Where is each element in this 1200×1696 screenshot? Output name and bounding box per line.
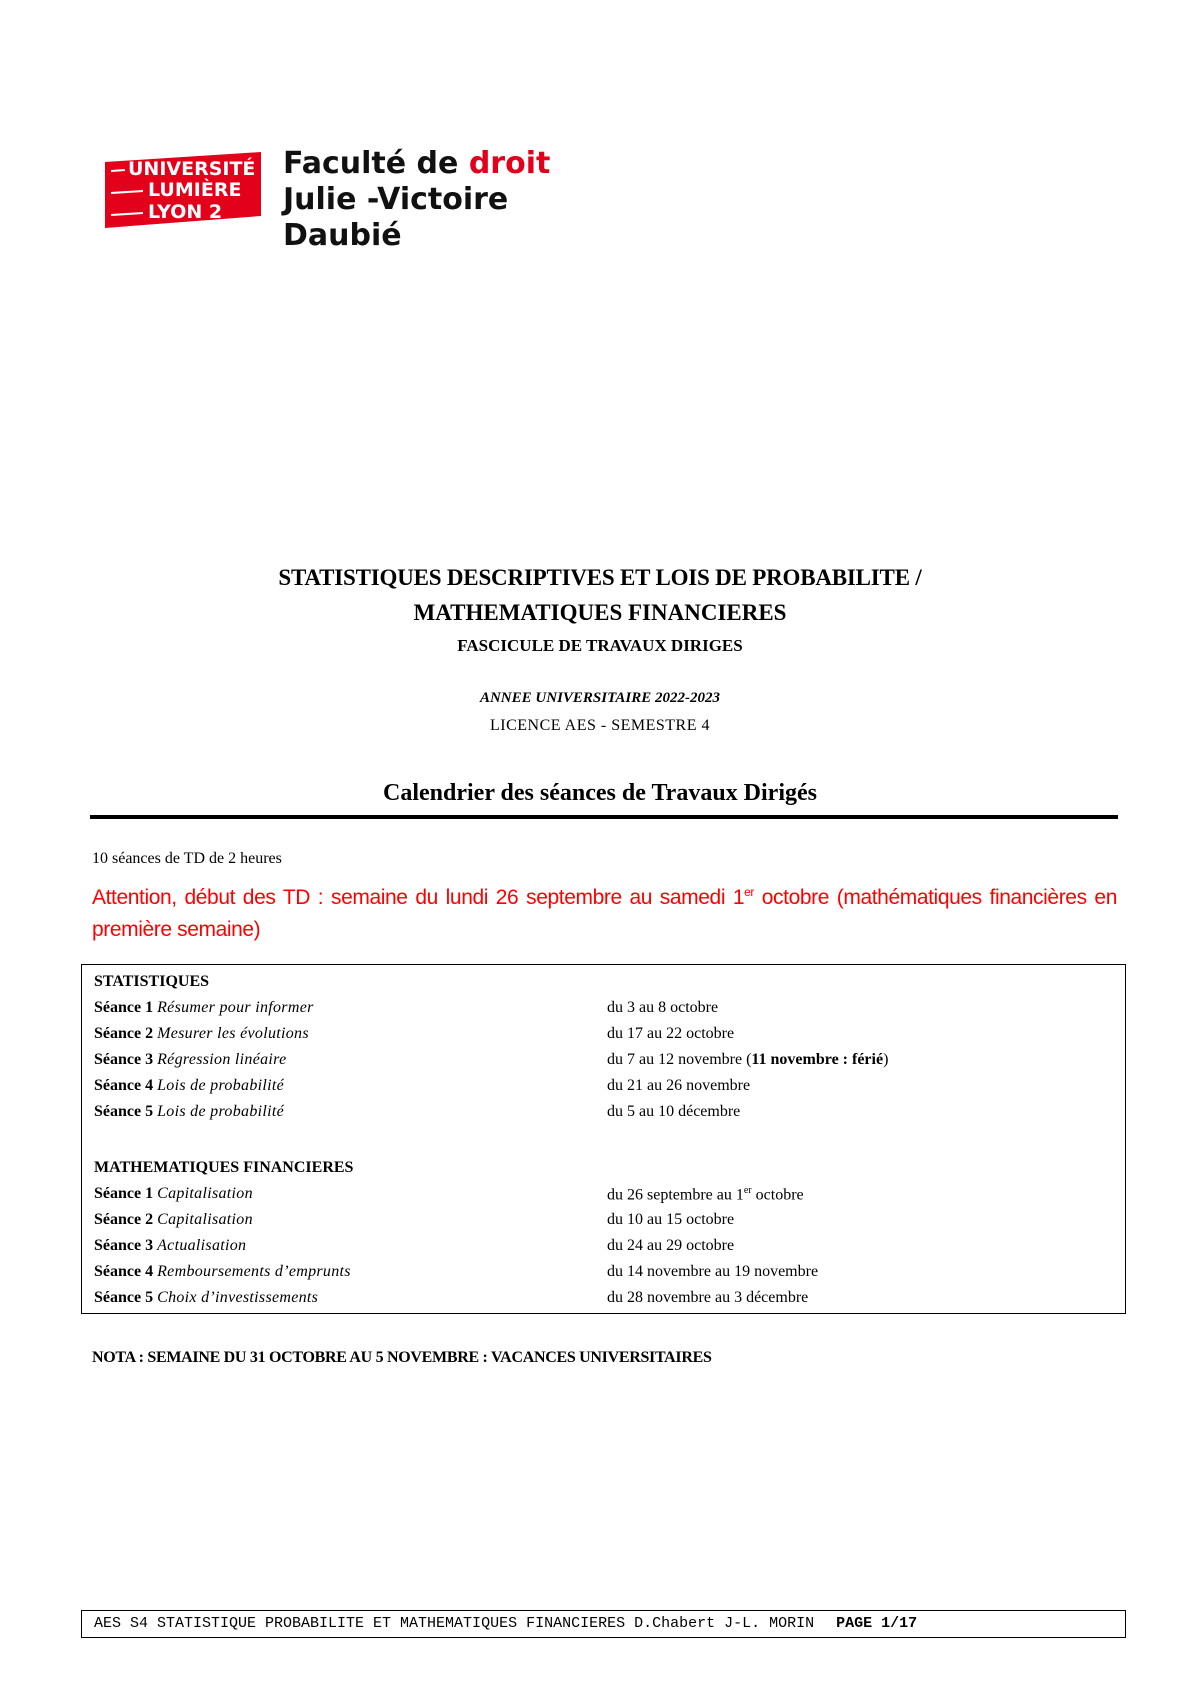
session-topic: Remboursements d’emprunts xyxy=(157,1263,351,1280)
finance-session-4 xyxy=(94,1263,1114,1289)
session-topic: Capitalisation xyxy=(157,1185,253,1202)
session-dates xyxy=(607,1051,888,1069)
title-line1: STATISTIQUES DESCRIPTIVES ET LOIS DE PROBABILITE / xyxy=(278,565,922,590)
session-topic: Lois de probabilité xyxy=(157,1077,284,1094)
stats-session-1 xyxy=(94,999,1114,1025)
logo-text-universite: UNIVERSITÉ xyxy=(128,158,256,180)
finance-session-2 xyxy=(94,1211,1114,1237)
warning-text-a: Attention, début des TD : semaine du lundi 26 septembre au samedi 1 xyxy=(92,886,745,909)
logo-text-lyon: LYON 2 xyxy=(148,201,223,223)
session-dates: du 5 au 10 décembre xyxy=(607,1103,741,1120)
session-dates-end: ) xyxy=(883,1051,889,1068)
stats-heading: STATISTIQUES xyxy=(94,973,210,990)
session-dates: du 3 au 8 octobre xyxy=(607,999,719,1016)
session-dates-sup: er xyxy=(743,1185,752,1196)
session-label: Séance 1 xyxy=(94,1185,154,1202)
footer-text: AES S4 STATISTIQUE PROBABILITE ET MATHEMATIQUES FINANCIERES D.Chabert J-L. MORIN xyxy=(94,1615,815,1632)
session-label: Séance 2 xyxy=(94,1211,154,1228)
stats-session-2 xyxy=(94,1025,1114,1051)
session-topic: Lois de probabilité xyxy=(157,1103,284,1120)
session-label: Séance 1 xyxy=(94,999,154,1016)
page-number: PAGE 1/17 xyxy=(836,1615,918,1632)
stats-session-3 xyxy=(94,1051,1114,1077)
session-dates: du 14 novembre au 19 novembre xyxy=(607,1263,819,1280)
warning-text xyxy=(92,876,1117,946)
session-label: Séance 5 xyxy=(94,1103,154,1120)
program: LICENCE AES - SEMESTRE 4 xyxy=(489,717,710,734)
session-label: Séance 2 xyxy=(94,1025,154,1042)
session-topic: Résumer pour informer xyxy=(157,999,314,1016)
warning-text-b: octobre (mathématiques financières en première semaine) xyxy=(92,886,1117,941)
faculty-line1-a: Faculté de xyxy=(283,146,469,181)
faculty-line3: Daubié xyxy=(283,218,402,253)
session-label: Séance 3 xyxy=(94,1237,154,1254)
faculty-line2: Julie -Victoire xyxy=(283,182,509,217)
session-topic: Actualisation xyxy=(157,1237,247,1254)
finance-session-3 xyxy=(94,1237,1114,1263)
subtitle: FASCICULE DE TRAVAUX DIRIGES xyxy=(457,636,743,655)
session-dates-text: du 7 au 12 novembre ( xyxy=(607,1051,752,1068)
stats-session-5 xyxy=(94,1103,1114,1129)
session-topic: Régression linéaire xyxy=(157,1051,287,1068)
faculty-line1-b: droit xyxy=(468,146,551,181)
session-dates xyxy=(607,1185,804,1204)
session-label: Séance 4 xyxy=(94,1263,154,1280)
page-footer xyxy=(81,1610,1126,1638)
intro-text: 10 séances de TD de 2 heures xyxy=(92,850,282,867)
session-dates-text: du 26 septembre au 1 xyxy=(607,1186,744,1204)
session-dates: du 21 au 26 novembre xyxy=(607,1077,751,1094)
session-dates: du 28 novembre au 3 décembre xyxy=(607,1289,809,1306)
university-logo-badge xyxy=(103,150,263,230)
holiday-note: 11 novembre : férié xyxy=(751,1051,884,1068)
faculty-name xyxy=(283,146,550,254)
session-topic: Capitalisation xyxy=(157,1211,253,1228)
session-label: Séance 5 xyxy=(94,1289,154,1306)
title-divider xyxy=(90,815,1118,819)
session-label: Séance 3 xyxy=(94,1051,154,1068)
session-topic: Mesurer les évolutions xyxy=(157,1025,309,1042)
finance-session-1 xyxy=(94,1185,1114,1211)
title-line2: MATHEMATIQUES FINANCIERES xyxy=(413,600,787,625)
academic-year: ANNEE UNIVERSITAIRE 2022-2023 xyxy=(479,690,721,706)
warning-sup: er xyxy=(744,885,755,899)
session-dates: du 10 au 15 octobre xyxy=(607,1211,735,1228)
session-dates: du 24 au 29 octobre xyxy=(607,1237,735,1254)
nota-text: NOTA : SEMAINE DU 31 OCTOBRE AU 5 NOVEMBRE : VACANCES UNIVERSITAIRES xyxy=(92,1349,712,1366)
session-topic: Choix d’investissements xyxy=(157,1289,319,1306)
stats-session-4 xyxy=(94,1077,1114,1103)
session-label: Séance 4 xyxy=(94,1077,154,1094)
finance-session-5 xyxy=(94,1289,1114,1315)
logo-text-lumiere: LUMIÈRE xyxy=(148,179,242,201)
schedule-table xyxy=(81,964,1126,1314)
session-dates-end: octobre xyxy=(751,1186,804,1204)
university-logo xyxy=(103,150,263,230)
finance-heading: MATHEMATIQUES FINANCIERES xyxy=(94,1159,354,1176)
calendar-title: Calendrier des séances de Travaux Dirigés xyxy=(383,780,817,806)
session-dates: du 17 au 22 octobre xyxy=(607,1025,735,1042)
